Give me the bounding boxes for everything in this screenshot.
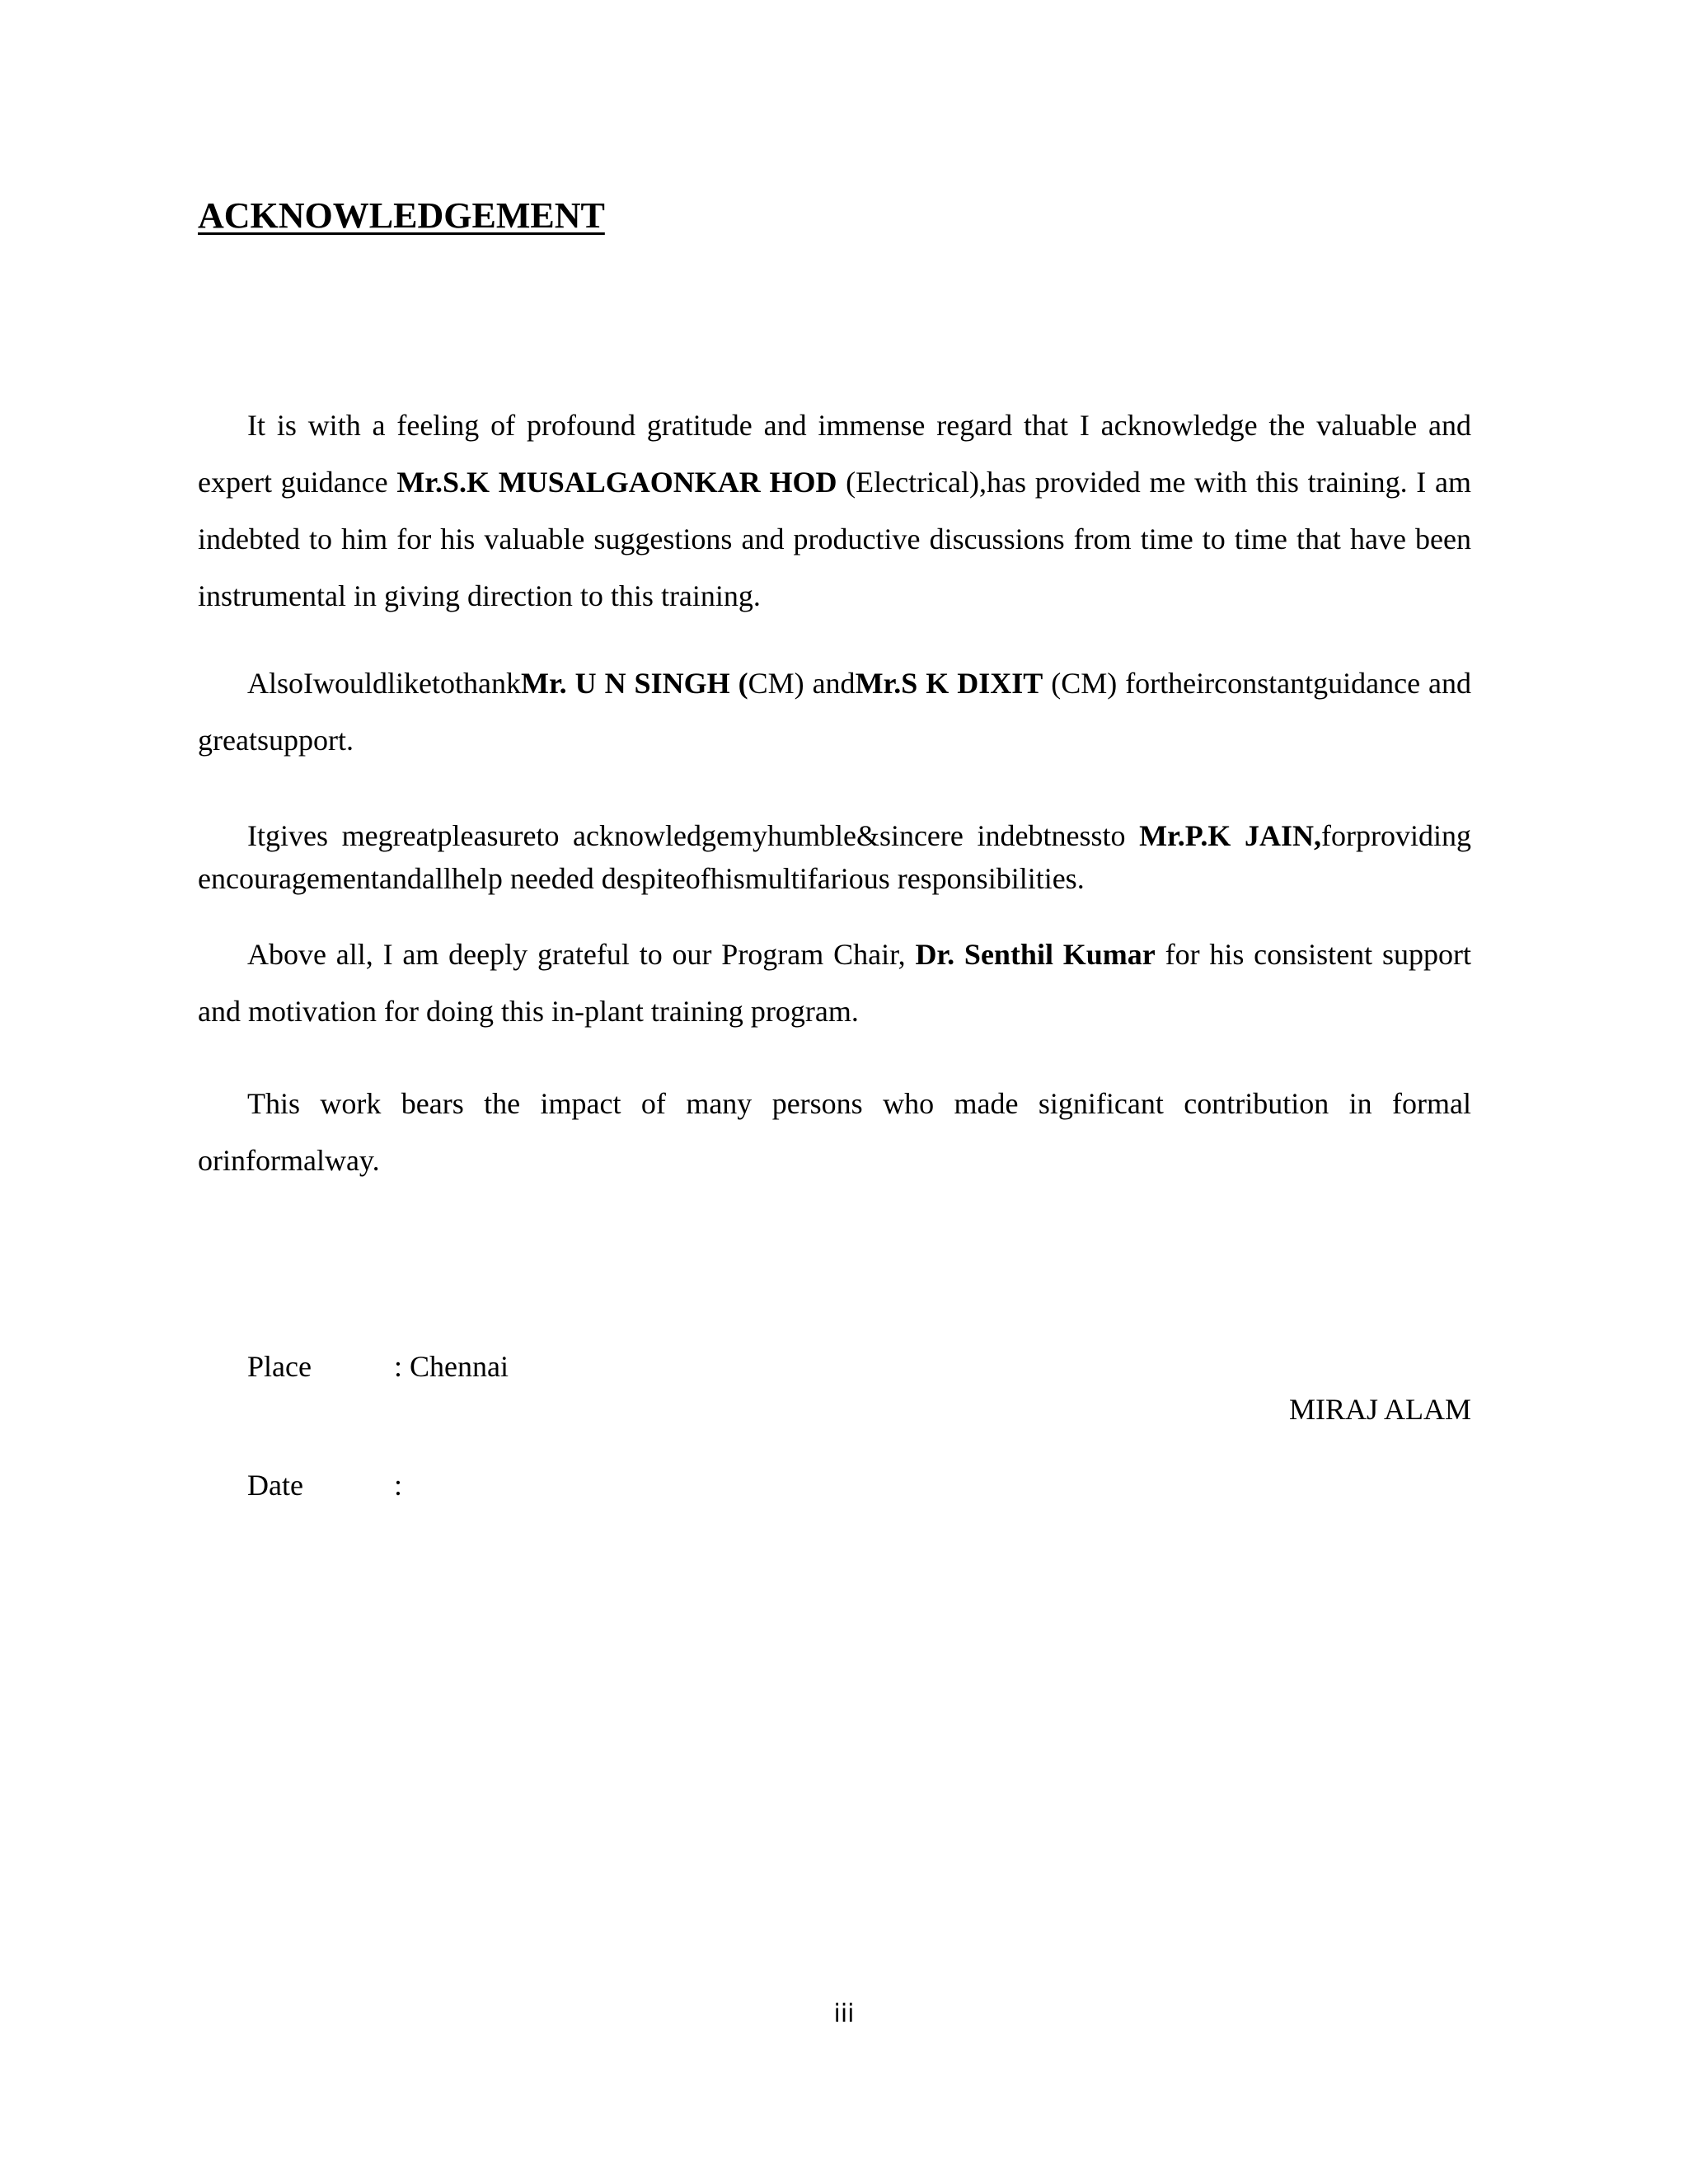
- bold-name: Mr.S K DIXIT: [855, 667, 1043, 700]
- bold-name: Dr. Senthil Kumar: [915, 938, 1156, 971]
- page-title: ACKNOWLEDGEMENT: [198, 195, 605, 236]
- date-value: :: [394, 1469, 403, 1502]
- paragraph-text: CM) and: [748, 667, 856, 700]
- paragraph-text: forproviding encouragementandallhelp needed despiteofhismultifarious responsibilities.: [198, 819, 1471, 895]
- place-label: Place: [247, 1350, 312, 1383]
- paragraph-text: (Electrical),has provided me with this training. I am indebted to him for his valuable suggestions and productive discussions from time to time that have been instrumental in giving direction to this training.: [198, 466, 1471, 612]
- paragraph-text: Above all, I am deeply grateful to our Program Chair,: [247, 938, 916, 971]
- paragraph-indebtness: [198, 814, 1471, 900]
- paragraph-thanks: [198, 655, 1471, 769]
- paragraph-text: It is with a feeling of profound gratitude and immense regard that I acknowledge the valuable and expert guidance: [198, 409, 1471, 499]
- paragraph-text: AlsoIwouldliketothank: [247, 667, 521, 700]
- place-value: : Chennai: [394, 1350, 509, 1383]
- bold-name: Mr.P.K JAIN,: [1139, 819, 1322, 852]
- signature-name: MIRAJ ALAM: [1288, 1393, 1471, 1426]
- date-label: Date: [247, 1469, 303, 1502]
- paragraph-text: (CM) fortheirconstantguidance and greatsupport.: [198, 667, 1472, 757]
- bold-name: Mr.S.K MUSALGAONKAR HOD: [396, 466, 837, 499]
- paragraph-gratitude: [198, 397, 1471, 625]
- paragraph-program-chair: [198, 926, 1471, 1040]
- bold-name: Mr. U N SINGH (: [520, 667, 748, 700]
- page-number: iii: [833, 1999, 855, 2028]
- paragraph-impact: [198, 1076, 1471, 1189]
- paragraph-text: This work bears the impact of many persons who made significant contribution in formal orinformalway.: [198, 1087, 1471, 1177]
- paragraph-text: Itgives megreatpleasureto acknowledgemyhumble&sincere indebtnessto: [247, 819, 1140, 852]
- paragraph-text: for his consistent support and motivation for doing this in-plant training program.: [198, 938, 1471, 1028]
